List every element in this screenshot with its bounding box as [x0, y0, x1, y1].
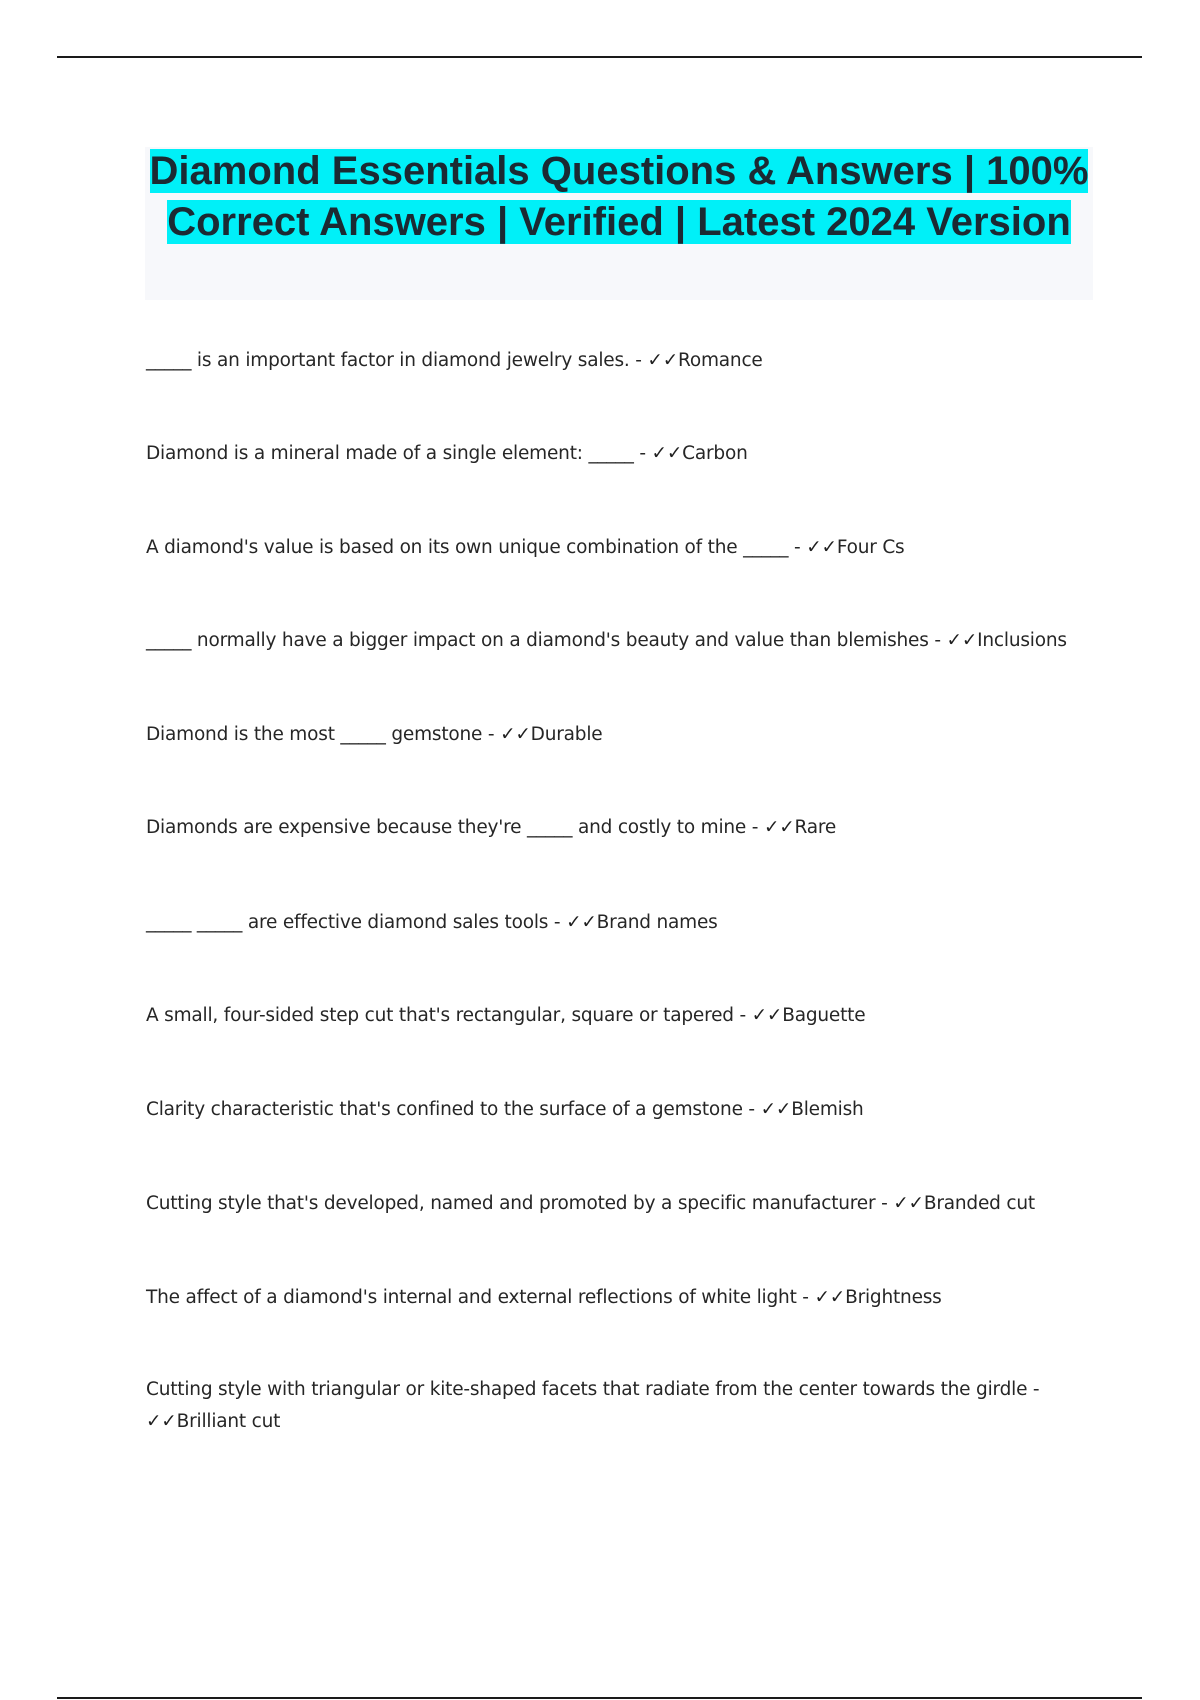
qa-question: _____ _____ are effective diamond sales tools - — [146, 912, 567, 933]
qa-answer: Brilliant cut — [176, 1411, 281, 1432]
check-mark-icon: ✓✓ — [651, 443, 683, 464]
qa-item — [146, 345, 1076, 377]
qa-answer: Brand names — [596, 912, 718, 933]
qa-answer: Inclusions — [977, 630, 1067, 651]
check-mark-icon: ✓✓ — [760, 1099, 792, 1120]
check-mark-icon: ✓✓ — [566, 912, 597, 933]
page-title — [145, 146, 1093, 248]
qa-question: _____ normally have a bigger impact on a diamond's beauty and value than blemishes - — [146, 630, 947, 651]
qa-answer: Rare — [794, 817, 837, 838]
qa-item — [146, 1374, 1076, 1438]
qa-question: Clarity characteristic that's confined to the surface of a gemstone - — [146, 1099, 761, 1120]
check-mark-icon: ✓✓ — [763, 817, 795, 838]
top-rule — [57, 56, 1142, 58]
qa-item — [146, 1188, 1076, 1220]
check-mark-icon: ✓✓ — [814, 1287, 846, 1308]
qa-item — [146, 1000, 1076, 1032]
check-mark-icon: ✓✓ — [500, 724, 531, 745]
check-mark-icon: ✓✓ — [146, 1411, 177, 1432]
qa-answer: Carbon — [682, 443, 748, 464]
qa-item — [146, 812, 1076, 844]
title-block — [145, 147, 1093, 300]
page-title-text: Diamond Essentials Questions & Answers | 100% Correct Answers | Verified | Latest 2024 Version — [149, 149, 1089, 244]
qa-answer: Baguette — [782, 1005, 866, 1026]
qa-question: _____ is an important factor in diamond jewelry sales. - — [146, 350, 648, 371]
qa-question: The affect of a diamond's internal and external reflections of white light - — [146, 1287, 815, 1308]
check-mark-icon: ✓✓ — [893, 1193, 924, 1214]
qa-question: A small, four-sided step cut that's rectangular, square or tapered - — [146, 1005, 752, 1026]
qa-answer: Four Cs — [836, 537, 905, 558]
check-mark-icon: ✓✓ — [806, 537, 837, 558]
qa-item — [146, 719, 1076, 751]
qa-question: Diamonds are expensive because they're _____ and costly to mine - — [146, 817, 764, 838]
qa-question: Cutting style with triangular or kite-shaped facets that radiate from the center towards the girdle - — [146, 1379, 1040, 1400]
qa-answer: Romance — [678, 350, 763, 371]
qa-question: Diamond is the most _____ gemstone - — [146, 724, 501, 745]
qa-answer: Blemish — [791, 1099, 864, 1120]
qa-answer: Branded cut — [923, 1193, 1035, 1214]
qa-item — [146, 625, 1076, 657]
check-mark-icon: ✓✓ — [647, 350, 679, 371]
qa-question: A diamond's value is based on its own unique combination of the _____ - — [146, 537, 807, 558]
check-mark-icon: ✓✓ — [751, 1005, 783, 1026]
qa-item — [146, 438, 1076, 470]
qa-item — [146, 907, 1076, 939]
qa-item — [146, 532, 1076, 564]
qa-answer: Durable — [530, 724, 603, 745]
qa-item — [146, 1094, 1076, 1126]
bottom-rule — [57, 1697, 1142, 1699]
check-mark-icon: ✓✓ — [946, 630, 978, 651]
qa-answer: Brightness — [845, 1287, 942, 1308]
qa-question: Cutting style that's developed, named and promoted by a specific manufacturer - — [146, 1193, 894, 1214]
qa-question: Diamond is a mineral made of a single element: _____ - — [146, 443, 652, 464]
qa-item — [146, 1282, 1076, 1314]
